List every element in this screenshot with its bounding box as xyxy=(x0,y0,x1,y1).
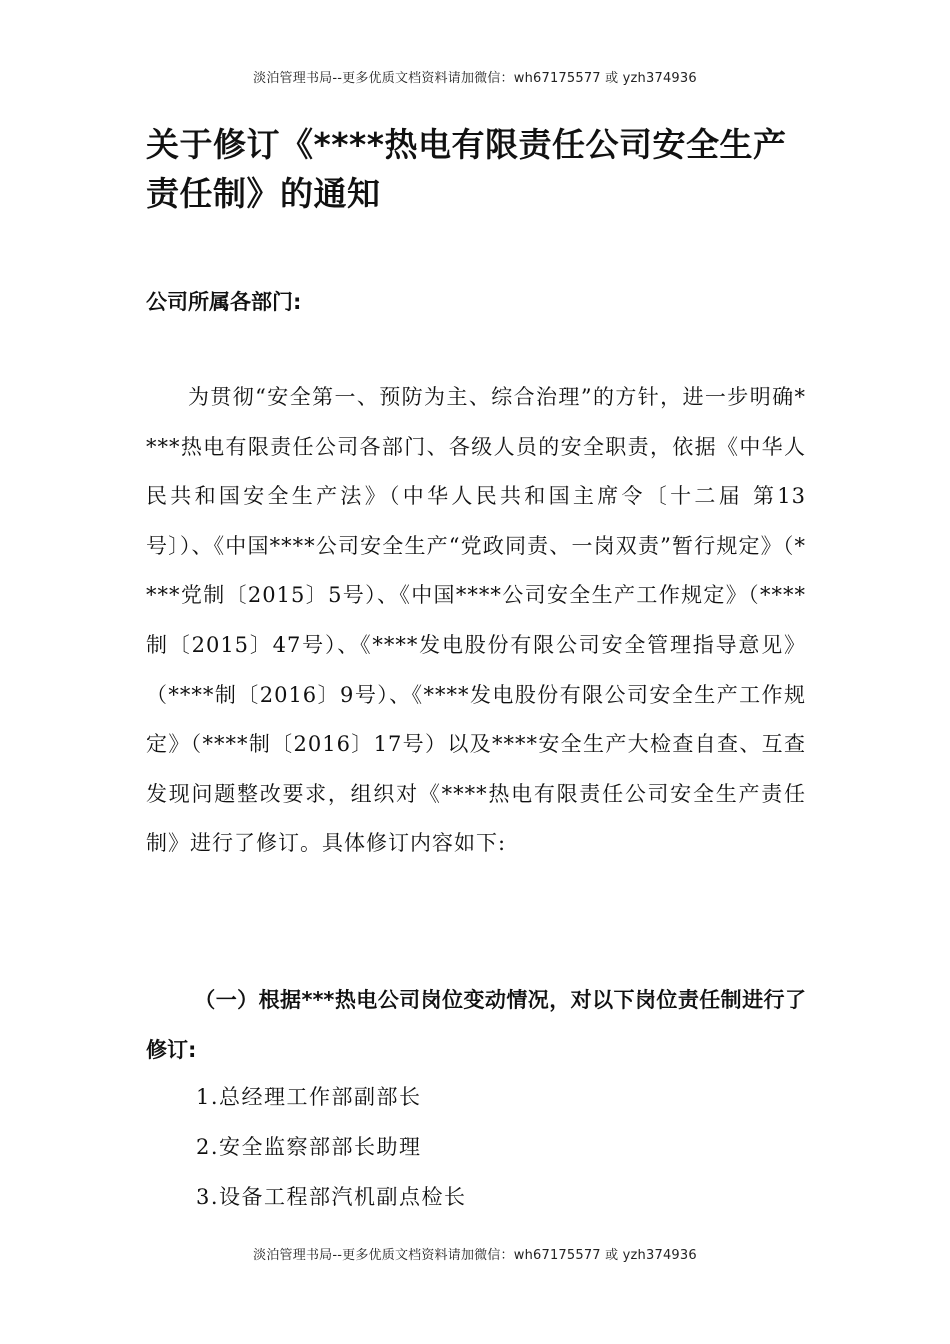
document-title: 关于修订《****热电有限责任公司安全生产责任制》的通知 xyxy=(146,125,787,213)
salutation: 公司所属各部门: xyxy=(146,290,302,314)
list-item: 3.设备工程部汽机副点检长 xyxy=(196,1185,467,1209)
body-paragraph: 为贯彻“安全第一、预防为主、综合治理”的方针，进一步明确****热电有限责任公司各部门、各级人员的安全职责，依据《中华人民共和国安全生产法》（中华人民共和国主席令〔十二届 第13号〕）、《中国****公司安全生产“党政同责、一岗双责”暂行规定》（****党制〔2015〕5号）、《中国****公司安全生产工作规定》（****制〔2015〕47号）、《****发电股份有限公司安全管理指导意见》（****制〔2016〕9号）、《****发电股份有限公司安全生产工作规定》（****制〔2016〕17号）以及****安全生产大检查自查、互查发现问题整改要求，组织对《****热电有限责任公司安全生产责任制》进行了修订。具体修订内容如下: xyxy=(146,385,806,856)
header-watermark: 淡泊管理书局--更多优质文档资料请加微信：wh67175577 或 yzh374936 xyxy=(253,71,697,86)
revised-positions-list xyxy=(196,1072,467,1222)
section-heading: （一）根据***热电公司岗位变动情况，对以下岗位责任制进行了修订: xyxy=(146,988,806,1062)
footer-watermark: 淡泊管理书局--更多优质文档资料请加微信：wh67175577 或 yzh374936 xyxy=(253,1248,697,1263)
list-item: 2.安全监察部部长助理 xyxy=(196,1135,422,1159)
list-item: 1.总经理工作部副部长 xyxy=(196,1085,422,1109)
